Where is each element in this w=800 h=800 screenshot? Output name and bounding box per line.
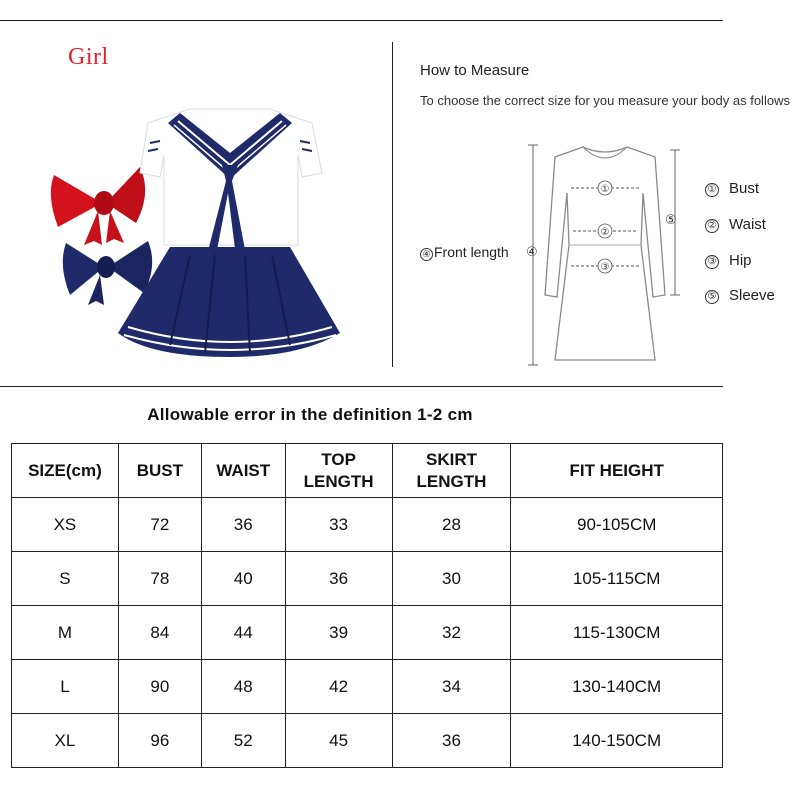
girl-label: Girl [68, 44, 109, 70]
navy-bow-icon [63, 241, 152, 305]
cell-top-length: 42 [285, 660, 392, 714]
right-marker: ⑤ [665, 213, 677, 228]
table-row [12, 714, 723, 768]
cell-bust: 72 [118, 498, 201, 552]
cell-top-length: 36 [285, 552, 392, 606]
front-length-text: Front length [434, 244, 509, 260]
header-top-length: TOP LENGTH [285, 444, 392, 498]
table-row [12, 606, 723, 660]
legend-waist-num: ② [705, 219, 719, 233]
cell-size: S [12, 552, 119, 606]
header-skirt-length: SKIRT LENGTH [392, 444, 511, 498]
cell-size: L [12, 660, 119, 714]
cell-waist: 52 [201, 714, 285, 768]
top-divider [0, 20, 723, 21]
table-header-row [12, 444, 723, 498]
cell-top-length: 33 [285, 498, 392, 552]
cell-skirt-length: 28 [392, 498, 511, 552]
table-row [12, 498, 723, 552]
cell-fit-height: 115-130CM [511, 606, 723, 660]
cell-skirt-length: 32 [392, 606, 511, 660]
figure-mark-bust: ① [600, 184, 610, 195]
cell-skirt-length: 36 [392, 714, 511, 768]
table-row [12, 552, 723, 606]
cell-fit-height: 90-105CM [511, 498, 723, 552]
cell-bust: 78 [118, 552, 201, 606]
front-length-num: ④ [420, 248, 433, 261]
cell-size: XS [12, 498, 119, 552]
cell-fit-height: 105-115CM [511, 552, 723, 606]
middle-divider [0, 386, 723, 387]
cell-waist: 44 [201, 606, 285, 660]
legend-waist [705, 216, 766, 233]
cell-size: M [12, 606, 119, 660]
cell-bust: 90 [118, 660, 201, 714]
how-to-measure-title: How to Measure [420, 62, 530, 79]
center-divider [392, 42, 393, 367]
legend-bust-num: ① [705, 183, 719, 197]
cell-size: XL [12, 714, 119, 768]
left-marker: ④ [526, 245, 538, 260]
table-row [12, 660, 723, 714]
figure-mark-hip: ③ [600, 262, 610, 273]
cell-waist: 40 [201, 552, 285, 606]
legend-waist-label: Waist [729, 216, 766, 233]
header-size: SIZE(cm) [12, 444, 119, 498]
allowable-error-note: Allowable error in the definition 1-2 cm [147, 405, 473, 424]
cell-fit-height: 140-150CM [511, 714, 723, 768]
red-bow-icon [51, 167, 145, 245]
cell-top-length: 39 [285, 606, 392, 660]
header-bust: BUST [118, 444, 201, 498]
header-waist: WAIST [201, 444, 285, 498]
legend-hip-label: Hip [729, 252, 752, 269]
legend-hip [705, 252, 752, 269]
legend-bust-label: Bust [729, 180, 760, 197]
size-table [11, 443, 723, 768]
figure-mark-waist: ② [600, 227, 610, 238]
measurement-diagram [515, 135, 690, 375]
header-fit-height: FIT HEIGHT [511, 444, 723, 498]
legend-sleeve [705, 287, 775, 304]
front-length-label [420, 244, 509, 261]
cell-bust: 84 [118, 606, 201, 660]
cell-skirt-length: 30 [392, 552, 511, 606]
sailor-uniform-image [40, 95, 360, 370]
legend-bust [705, 180, 759, 197]
cell-top-length: 45 [285, 714, 392, 768]
cell-waist: 36 [201, 498, 285, 552]
legend-hip-num: ③ [705, 255, 719, 269]
cell-waist: 48 [201, 660, 285, 714]
shirt-icon [140, 109, 322, 257]
cell-bust: 96 [118, 714, 201, 768]
how-to-measure-subtitle: To choose the correct size for you measure your body as follows [420, 93, 790, 108]
cell-fit-height: 130-140CM [511, 660, 723, 714]
legend-sleeve-label: Sleeve [729, 287, 775, 304]
cell-skirt-length: 34 [392, 660, 511, 714]
legend-sleeve-num: ⑤ [705, 290, 719, 304]
